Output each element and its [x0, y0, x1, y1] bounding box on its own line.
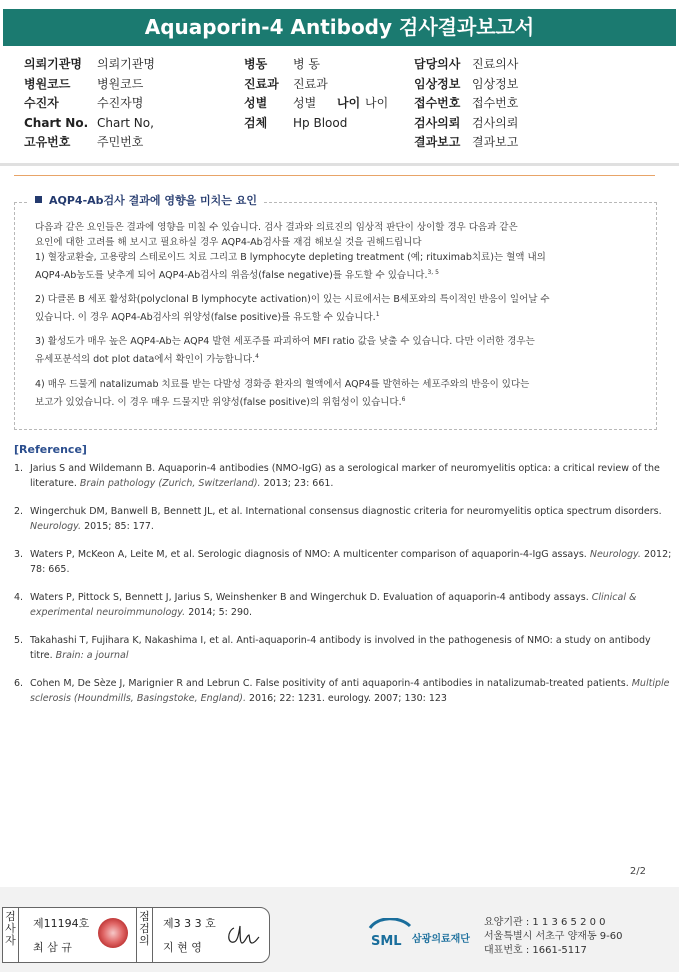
org-name: 삼광의료재단 [412, 934, 470, 945]
text-line [35, 265, 635, 283]
citation-sup: 1 [375, 311, 380, 318]
reference-list [14, 461, 674, 719]
reference-tail: 2016; 22: 1231. eurology. 2007; 130: 123 [245, 693, 447, 704]
info-label: 고유번호 [24, 135, 71, 150]
intro-paragraph [35, 220, 635, 283]
info-value: 결과보고 [472, 135, 519, 150]
reference-journal: Neurology. [589, 549, 641, 560]
reference-tail: 2013; 23: 661. [260, 478, 334, 489]
citation-sup: 3, 5 [427, 269, 439, 276]
reference-number: 1. [14, 463, 24, 474]
reference-text: Jarius S and Wildemann B. Aquaporin-4 antibodies (NMO-IgG) as a serological marker of neuromyelitis optica: a critical review of the literature. [30, 463, 660, 489]
reference-number: 3. [14, 549, 24, 560]
factor-3-paragraph [35, 334, 635, 367]
text-span: AQP4-Ab농도를 낮추게 되어 AQP4-Ab검사의 위음성(false negative)를 유도할 수 있습니다. [35, 270, 428, 282]
examiner-license-no: 제11194호 [33, 917, 90, 930]
info-value: 검사의뢰 [472, 115, 519, 130]
reviewer-label [137, 908, 153, 962]
reference-journal: Brain pathology (Zurich, Switzerland). [79, 478, 261, 489]
signature-box [2, 907, 270, 963]
info-column-3 [414, 55, 518, 153]
info-column-1 [24, 55, 155, 153]
text-line: 요인에 대한 고려를 해 보시고 필요하실 경우 AQP4-Ab검사를 재검 해보실 것을 권해드립니다 [35, 237, 422, 248]
info-value: 진료의사 [472, 57, 519, 71]
reference-text: Cohen M, De Sèze J, Marignier R and Lebrun C. False positivity of anti aquaporin-4 antibodies in natalizumab-treated patients. [30, 678, 632, 689]
header-divider [0, 163, 679, 166]
text-span: 유세포분석의 dot plot data에서 확인이 가능합니다. [35, 354, 256, 366]
text-line: 3) 활성도가 매우 높은 AQP4-Ab는 AQP4 발현 세포주를 파괴하여 MFI ratio 값을 낮출 수 있습니다. 다만 이러한 경우는 [35, 336, 535, 347]
text-line: 1) 혈장교환술, 고용량의 스테로이드 치료 그리고 B lymphocyte depleting treatment (예; rituximab치료)는 혈액 내의 [35, 252, 546, 263]
org-phone: 대표번호 : 1661-5117 [484, 945, 587, 956]
accent-divider [14, 175, 655, 176]
info-column-2 [244, 55, 388, 133]
report-title: Aquaporin-4 Antibody 검사결과보고서 [3, 9, 676, 46]
info-label: 접수번호 [414, 96, 461, 111]
citation-sup: 6 [401, 396, 406, 403]
reviewer-name: 지 현 영 [163, 941, 202, 954]
reference-item [14, 633, 674, 663]
institution-number: 요양기관 : 1 1 3 6 5 2 0 0 [484, 917, 606, 928]
seal-stamp-icon [98, 918, 128, 948]
sml-logo-icon [368, 918, 412, 950]
info-label: 의뢰기관명 [24, 57, 82, 71]
reference-item [14, 590, 674, 620]
reference-item [14, 461, 674, 491]
info-value: 수진자명 [97, 96, 144, 111]
text-line: 4) 매우 드물게 natalizumab 치료를 받는 다발성 경화증 환자의 혈액에서 AQP4를 발현하는 세포주와의 반응이 있다는 [35, 379, 530, 390]
info-label: 검사의뢰 [414, 115, 461, 130]
info-value: 임상정보 [472, 76, 519, 91]
examiner-label-text: 검사자 [5, 910, 16, 947]
info-label: 성별 [244, 96, 268, 111]
info-label: 검체 [244, 115, 268, 130]
reference-number: 5. [14, 635, 24, 646]
info-value-age: 나이 [365, 96, 389, 111]
reference-text: Waters P, Pittock S, Bennett J, Jarius S, Weinshenker B and Wingerchuk D. Evaluation of aquaporin-4 antibody assays. [30, 592, 592, 603]
section-title-text: AQP4-Ab검사 결과에 영향을 미치는 요인 [49, 194, 257, 207]
org-address: 서울특별시 서초구 양재동 9-60 [484, 931, 623, 942]
text-line [35, 349, 635, 367]
citation-sup: 4 [255, 353, 259, 360]
examiner-label [3, 908, 19, 962]
text-line: 2) 다클론 B 세포 활성화(polyclonal B lymphocyte activation)이 있는 시료에서는 B세포와의 특이적인 반응이 일어날 수 [35, 294, 550, 305]
info-value: 병원코드 [97, 76, 144, 91]
info-value: 주민번호 [97, 135, 144, 150]
reference-number: 2. [14, 506, 24, 517]
info-label: 수진자 [24, 96, 59, 111]
examiner-name: 최 삼 규 [33, 941, 72, 954]
reference-text: Takahashi T, Fujihara K, Nakashima I, et al. Anti-aquaporin-4 antibody is involved in the pathogenesis of NMO: a study on antibody titre. [30, 635, 651, 661]
info-value: 진료과 [293, 76, 328, 91]
text-span: 있습니다. 이 경우 AQP4-Ab검사의 위양성(false positive)를 유도할 수 있습니다. [35, 312, 376, 324]
info-label: 병원코드 [24, 76, 71, 91]
reference-tail: 2014; 5: 290. [185, 607, 253, 618]
reference-text: Wingerchuk DM, Banwell B, Bennett JL, et al. International consensus diagnostic criteria for neuromyelitis optica spectrum disorders. [30, 506, 662, 517]
info-value: 접수번호 [472, 96, 519, 111]
text-span: 보고가 있었습니다. 이 경우 매우 드물지만 위양성(false positive)의 위험성이 있습니다. [35, 397, 402, 409]
info-label: 담당의사 [414, 57, 461, 71]
info-label: 병동 [244, 57, 268, 71]
info-value: 병 동 [293, 57, 320, 71]
info-label: 진료과 [244, 76, 279, 91]
signature-icon [225, 922, 261, 950]
section-title [29, 192, 263, 208]
info-value: Chart No, [97, 115, 154, 130]
reference-number: 6. [14, 678, 24, 689]
reviewer-label-text: 점검의 [139, 910, 150, 947]
reference-tail: 2012; 78: 665. [30, 549, 672, 575]
text-line [35, 307, 635, 325]
reference-tail: 2015; 85: 177. [81, 521, 154, 532]
text-line: 다음과 같은 요인들은 결과에 영향을 미칠 수 있습니다. 검사 결과와 의료진의 임상적 판단이 상이할 경우 다음과 같은 [35, 222, 518, 233]
reviewer-license-no: 제3 3 3 호 [163, 917, 216, 930]
page-number: 2/2 [629, 866, 646, 877]
factor-4-paragraph [35, 377, 635, 410]
reference-number: 4. [14, 592, 24, 603]
info-value: Hp Blood [293, 115, 348, 130]
logo-letters: SML [371, 934, 402, 949]
info-label: 결과보고 [414, 135, 461, 150]
text-line [35, 392, 635, 410]
reference-journal: Neurology. [30, 521, 82, 532]
reference-journal: Multiple sclerosis (Houndmills, Basingstoke, England). [30, 678, 670, 704]
info-label: Chart No. [24, 115, 89, 130]
info-value: 의뢰기관명 [97, 57, 155, 71]
reference-journal: Brain: a journal [55, 650, 129, 661]
reference-heading: [Reference] [14, 443, 87, 456]
info-value: 성별 [293, 96, 317, 111]
reference-item [14, 676, 674, 706]
info-label-age: 나이 [337, 96, 361, 111]
org-info [484, 916, 623, 958]
reference-item [14, 504, 674, 534]
reference-journal: Clinical & experimental neuroimmunology. [30, 592, 637, 618]
org-logo [368, 918, 480, 950]
info-label: 임상정보 [414, 76, 461, 91]
square-bullet-icon [35, 196, 42, 203]
reference-item [14, 547, 674, 577]
factor-2-paragraph [35, 292, 635, 325]
reference-text: Waters P, McKeon A, Leite M, et al. Serologic diagnosis of NMO: A multicenter comparison of aquaporin-4-IgG assays. [30, 549, 590, 560]
